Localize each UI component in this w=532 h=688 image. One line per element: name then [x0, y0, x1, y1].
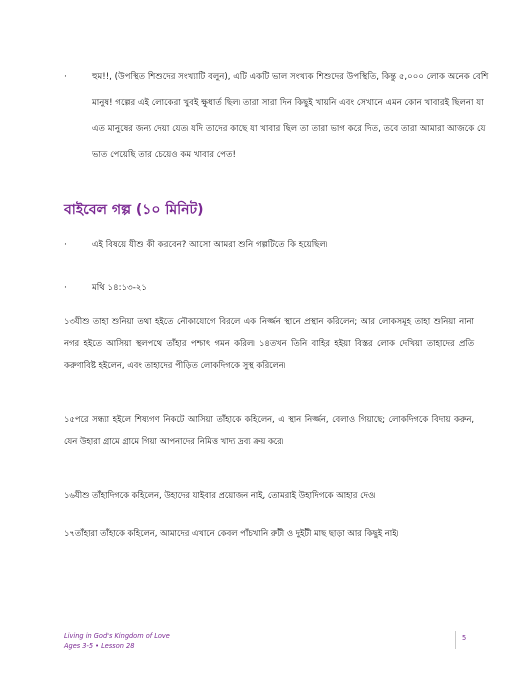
bullet-marker: · — [64, 240, 67, 250]
verse-paragraph: ১৭তাঁহারা তাঁহাকে কহিলেন, আমাদের এখানে কেবল পাঁচখানি রুটী ও দুইটী মাছ ছাড়া আর কিছুই নাই৷ — [64, 528, 398, 538]
footer-title: Living in God's Kingdom of Love — [64, 632, 170, 640]
footer-divider — [455, 631, 456, 649]
page-number: 5 — [462, 634, 467, 642]
footer-subtitle: Ages 3-5 • Lesson 28 — [64, 642, 135, 650]
section-heading: বাইবেল গল্প (১০ মিনিট) — [64, 202, 204, 218]
bullet-text: এই বিষয়ে যীশু কী করবেন? আসো আমরা শুনি গল্পটিতে কি হয়েছিল৷ — [92, 240, 328, 250]
scripture-reference: মথি ১৪:১৩-২১ — [92, 283, 148, 293]
verse-paragraph: ১৩যীশু তাহা শুনিয়া তথা হইতে নৌকাযোগে বিরলে এক নির্জ্জন স্থানে প্রস্থান করিলেন; আর লোকসমূহ তাহা শুনিয়া নানা নগর হইতে আসিয়া স্থলপথে তাঁহার পশ্চাৎ গমন করিল৷ ১৪তখন তিনি বাহির হইয়া বিস্তর লোক দেখিয়া তাহাদের প্রতি করুণাবিষ্ট হইলেন, এবং তাহাদের পীড়িত লোকদিগকে সুস্থ করিলেন৷ — [64, 316, 474, 370]
bullet-item — [64, 275, 492, 301]
verse-paragraph: ১৬যীশু তাঁহাদিগকে কহিলেন, উহাদের যাইবার প্রয়োজন নাই, তোমরাই উহাদিগকে আহার দেও৷ — [64, 490, 376, 500]
verse-paragraph: ১৫পরে সন্ধ্যা হইলে শিষ্যগণ নিকটে আসিয়া তাঁহাকে কহিলেন, এ স্থান নির্জ্জন, বেলাও গিয়াছে; লোকদিগকে বিদায় করুন, যেন উহারা গ্রামে গ্রামে গিয়া আপনাদের নিমিত্ত খাদ্য দ্রব্য ক্রয় করে৷ — [64, 414, 474, 446]
footer-title-block — [64, 631, 170, 651]
intro-paragraph: হুম!!, (উপস্থিত শিশুদের সংখ্যাটি বলুন), এটি একটি ভাল সংখ্যক শিশুদের উপস্থিতি, কিন্তু ৫,০০০ লোক অনেক বেশি মানুষ! গল্পের এই লোকেরা খুবই ক্ষুধার্ত ছিল৷ তারা সারা দিন কিছুই খায়নি এবং সেখানে এমন কোন খাবারই ছিলনা যা এত মানুষের জন্য দেয়া যেত৷ যদি তাদের কাছে যা খাবার ছিল তা তারা ভাগ করে দিত, তবে তারা আমারা আজকে যে ভাত পেয়েছি তার চেয়েও কম খাবার পেত! — [92, 72, 489, 160]
bullet-item — [64, 232, 492, 258]
intro-bullet-item — [64, 64, 492, 168]
bullet-marker: · — [64, 283, 67, 293]
bullet-marker: · — [64, 72, 67, 82]
